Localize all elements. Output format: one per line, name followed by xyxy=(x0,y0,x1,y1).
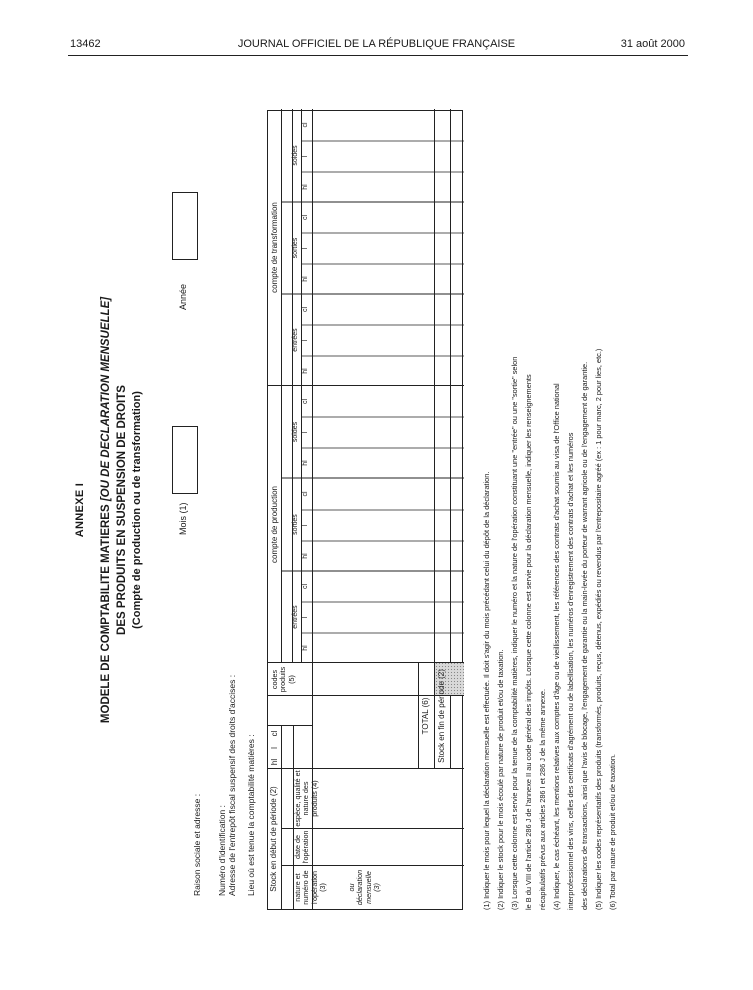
footnote-4: (4) Indiquer, le cas échéant, les mentions relatives aux comptes d'âge ou de vieillissement, les références des contrats d'achat soumis au visa de l'Office national xyxy=(552,383,561,910)
accounting-table xyxy=(267,110,463,910)
mois-input-box[interactable] xyxy=(172,426,198,494)
unit-cl: cl xyxy=(302,306,309,313)
annee-label: Année xyxy=(178,283,188,310)
unit-l: l xyxy=(302,431,309,434)
mois-label: Mois (1) xyxy=(178,502,188,535)
trans-soldes: soldes xyxy=(292,145,299,166)
compte-transformation-header: compte de transformation xyxy=(270,202,279,293)
journal-title: JOURNAL OFFICIEL DE LA RÉPUBLIQUE FRANÇAISE xyxy=(237,38,516,50)
trans-sorties: sorties xyxy=(292,237,299,259)
unit-hl: hl xyxy=(302,553,309,559)
unit-hl: hl xyxy=(302,276,309,282)
espece-qualite-header: espèce, qualité et nature des produits (4) xyxy=(293,770,319,827)
unit-l: l xyxy=(302,155,309,158)
field-lieu-comptabilite: Lieu où est tenue la comptabilité matières : xyxy=(246,734,256,896)
compte-production-header: compte de production xyxy=(270,486,279,563)
unit-l: l xyxy=(302,339,309,342)
annee-input-box[interactable] xyxy=(172,192,198,260)
publication-date: 31 août 2000 xyxy=(620,38,685,50)
footnote-4-cont2: des déclarations de transactions, ainsi que l'avis de blocage, l'engagement de garantie ou la main-levée du porteur de warrant agricole ou de l'engagement de garantie. xyxy=(580,361,589,910)
unit-l: l xyxy=(302,616,309,619)
stock-fin-label: Stock en fin de période (2) xyxy=(437,669,446,763)
annex-line1-italic: [OU DE DECLARATION MENSUELLE] xyxy=(100,296,112,502)
header-cl: cl xyxy=(270,730,279,737)
trans-entrees: entrées xyxy=(292,328,299,352)
header-l: l xyxy=(270,747,279,749)
date-operation-header: date de l'opération xyxy=(293,830,311,864)
ou-declaration-note: ou déclaration mensuelle (3) xyxy=(347,869,381,906)
field-adresse-entrepot: Adresse de l'entrepôt fiscal suspensif des droits d'accises : xyxy=(227,674,237,896)
footnote-1: (1) Indiquer le mois pour lequel la déclaration mensuelle est effectuée. Il doit s'agir du mois précédant celui du dépôt de la déclaration. xyxy=(482,471,491,910)
footnote-5: (5) Indiquer les codes représentatifs des produits (transformés, produits, reçus, détenus, expédiés ou revendus par l'entrepositaire agréé (ex : 1 pour marc, 2 pour lies, etc.) xyxy=(594,348,603,910)
unit-hl: hl xyxy=(302,184,309,190)
annex-heading-line3: (Compte de production ou de transformation) xyxy=(131,391,143,629)
footnote-6: (6) Total par nature de produit et/ou de taxation. xyxy=(608,754,617,910)
footnote-3-cont2: récapitulatifs prévus aux articles 286 I et 286 J de la même annexe. xyxy=(538,688,547,910)
prod-entrees: entrées xyxy=(292,605,299,629)
total-label: TOTAL (6) xyxy=(421,697,430,735)
unit-hl: hl xyxy=(302,645,309,651)
prod-soldes: soldes xyxy=(292,421,299,443)
footnote-3-cont: le B du VIII de l'article 286 J de l'annexe II au code général des impôts. Lorsque cette colonne est servie pour la déclaration mensuelle, indiquer les renseignements xyxy=(524,374,533,910)
annex-title: ANNEXE I xyxy=(74,482,86,538)
unit-hl: hl xyxy=(302,460,309,466)
footnote-4-cont: interprofessionnel des vins, celles des certificats d'agrément ou de labellisation, les numéros d'enregistrement des contrats d'achat et les numéros xyxy=(566,432,575,910)
codes-produits-header: codes produits (5) xyxy=(270,666,296,693)
header-rule xyxy=(68,55,688,56)
prod-sorties: sorties xyxy=(292,514,299,535)
unit-l: l xyxy=(302,524,309,527)
unit-l: l xyxy=(302,247,309,250)
footnote-2: (2) Indiquer le stock pour le mois écoulé par nature de produit et/ou de taxation. xyxy=(496,649,505,910)
annex-heading-line2: DES PRODUITS EN SUSPENSION DE DROITS xyxy=(116,385,128,635)
unit-cl: cl xyxy=(302,214,309,221)
unit-cl: cl xyxy=(302,398,309,405)
unit-cl: cl xyxy=(302,122,309,128)
unit-cl: cl xyxy=(302,583,309,590)
stock-debut-header: Stock en début de période (2) xyxy=(269,786,278,892)
unit-hl: hl xyxy=(302,368,309,374)
field-raison-sociale: Raison sociale et adresse : xyxy=(192,793,202,896)
annex-heading-line1 xyxy=(100,110,112,910)
unit-cl: cl xyxy=(302,491,309,497)
footnote-3: (3) Lorsque cette colonne est servie pour la tenue de la comptabilité matières, indiquer le numéro et la nature de l'opération constituant une "entrée" ou une "sortie" selon xyxy=(510,356,519,910)
field-numero-identification: Numéro d'identification : xyxy=(217,805,227,896)
rotated-annex-content xyxy=(64,110,634,910)
page-number: 13462 xyxy=(70,38,101,50)
nature-numero-header: nature et numéro de l'opération (3) xyxy=(293,870,327,905)
page-header xyxy=(0,38,753,54)
header-hl: hl xyxy=(270,758,279,766)
annex-line1-main: MODELE DE COMPTABILITE MATIERES xyxy=(100,504,112,724)
